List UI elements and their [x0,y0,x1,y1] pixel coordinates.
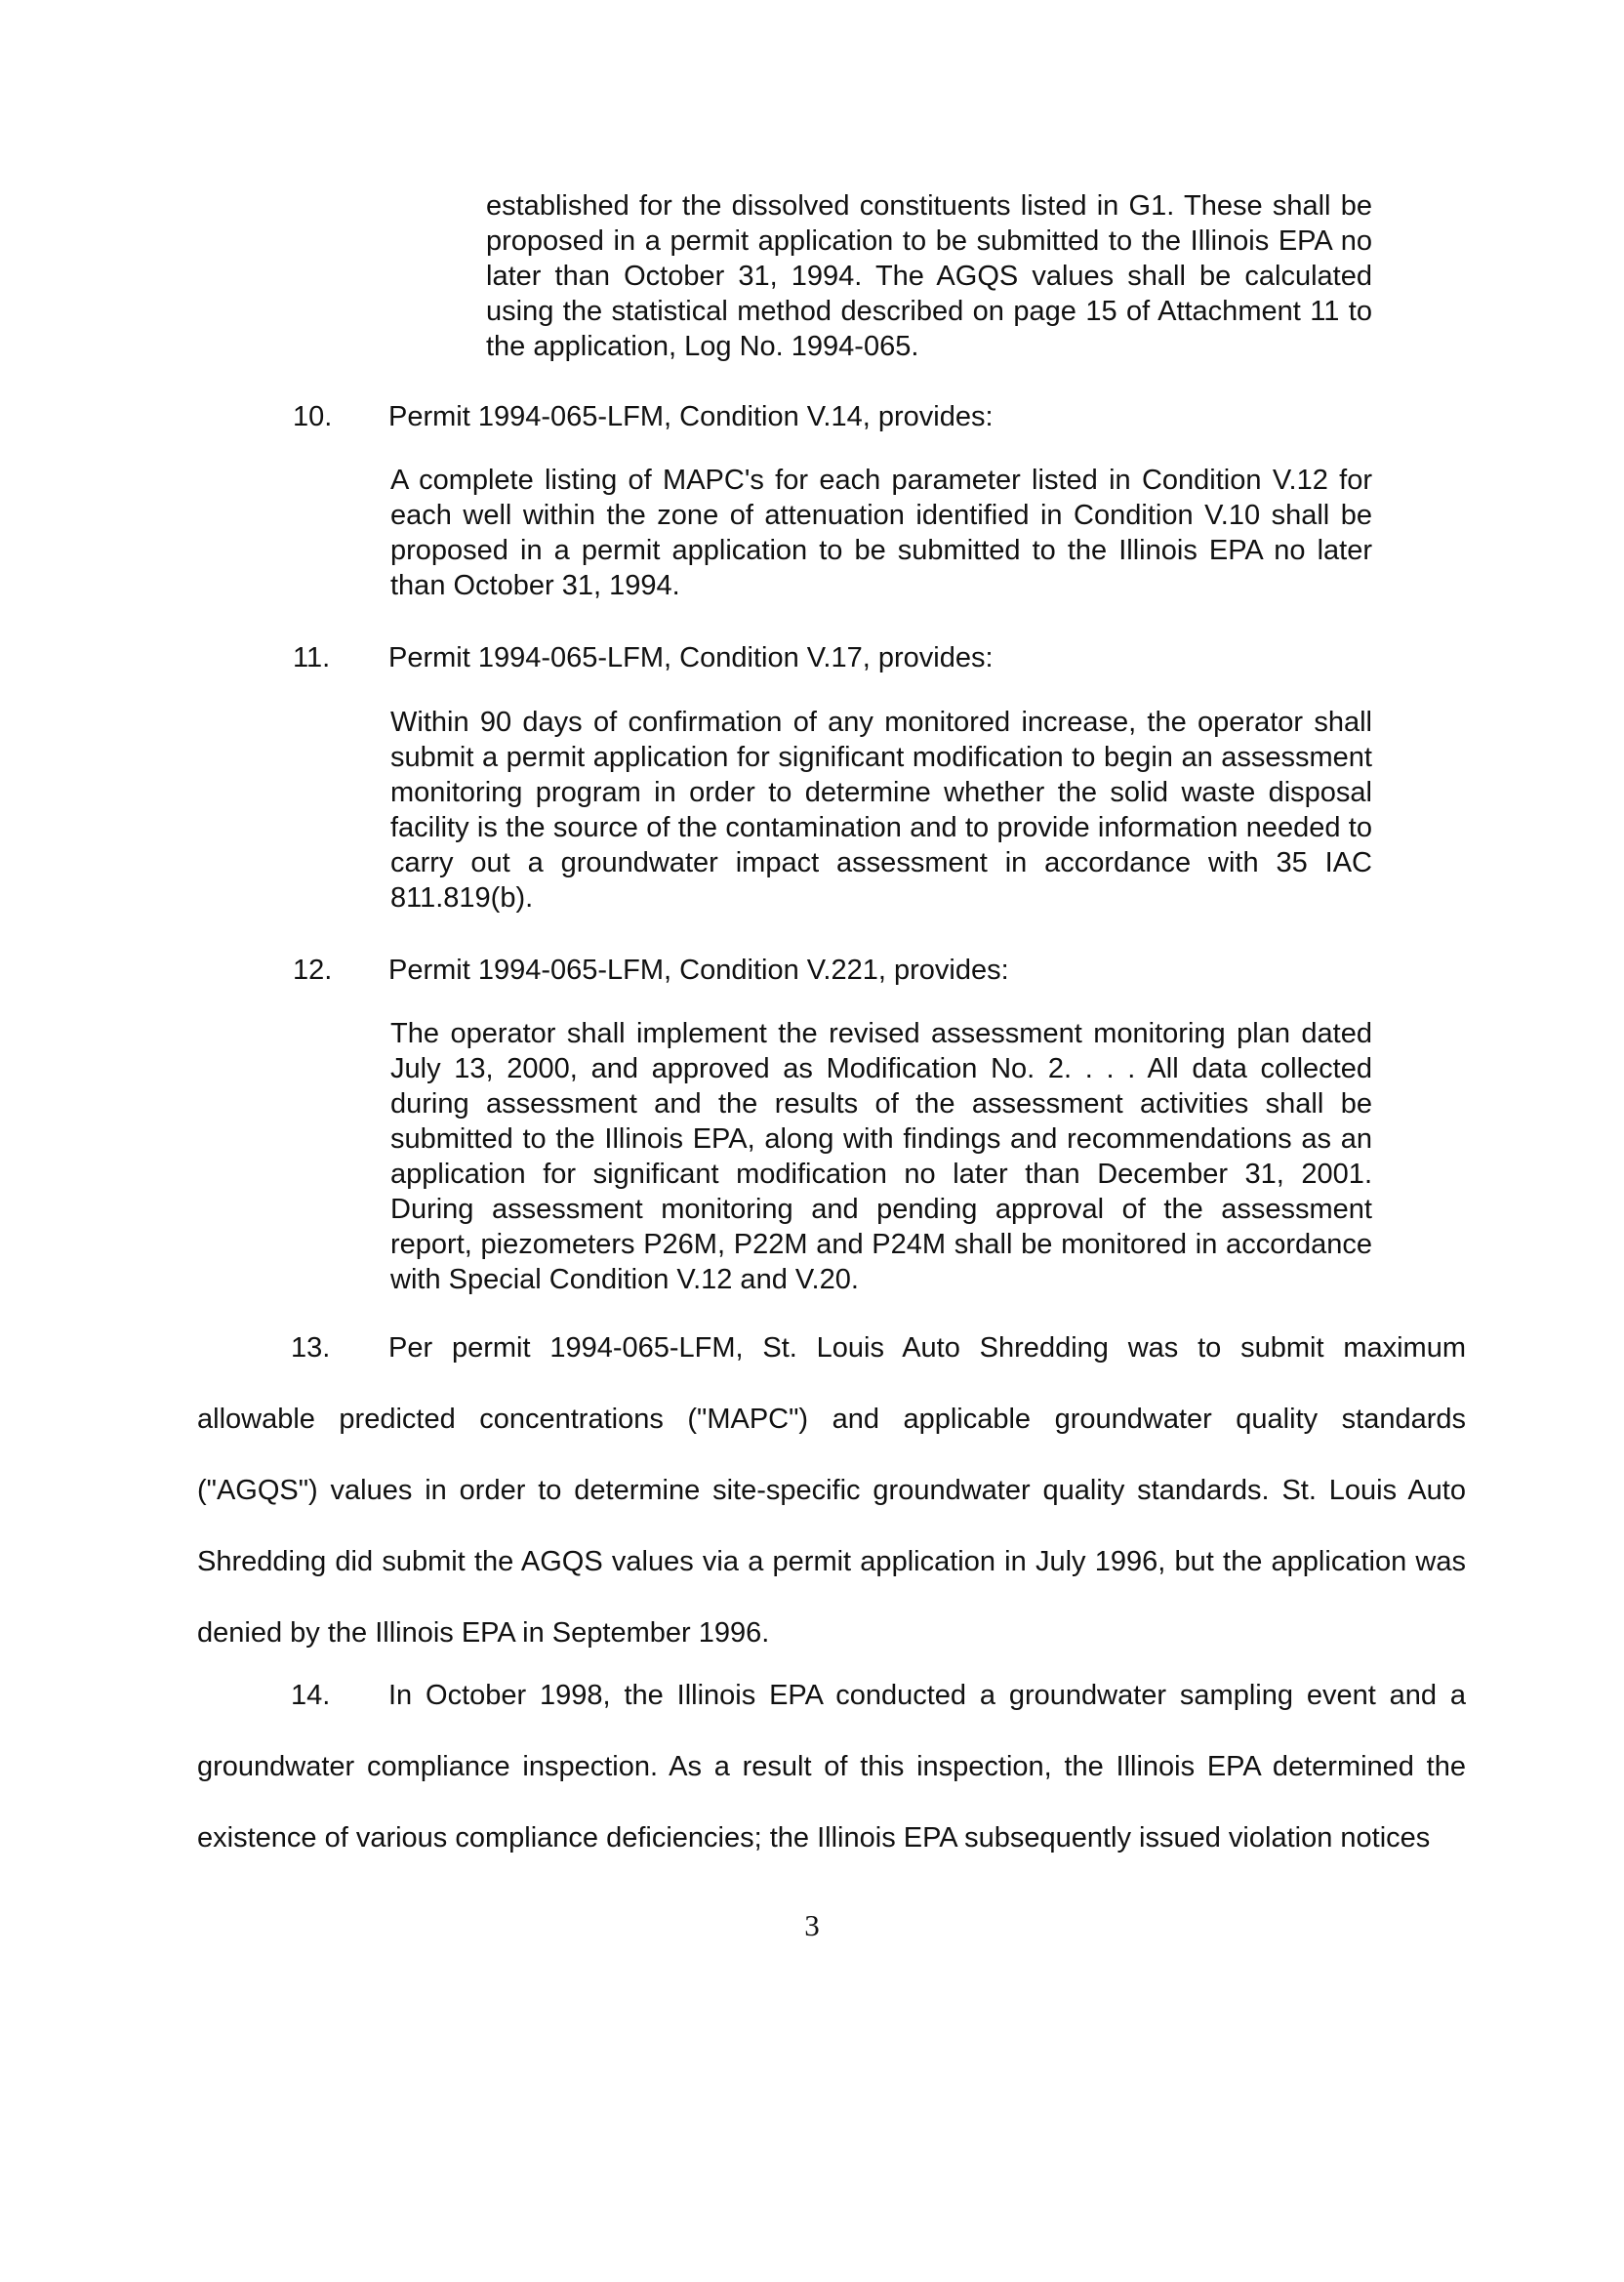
item-number: 10. [293,401,333,432]
continuation-quote: established for the dissolved constituents listed in G1. These shall be proposed in a permit application to be submitted to the Illinois EPA no later than October 31, 1994. The AGQS values shall be calculated using the statistical method described on page 15 of Attachment 11 to the application, Log No. 1994-065. [486,190,1372,362]
item-heading-text: Permit 1994-065-LFM, Condition V.221, provides: [388,955,1009,986]
item-heading-text: Permit 1994-065-LFM, Condition V.17, provides: [388,642,994,673]
paragraph-13 [197,1313,1466,1669]
paragraph-14 [197,1660,1466,1874]
item-heading-text: Permit 1994-065-LFM, Condition V.14, provides: [388,401,994,432]
paragraph-number: 14. [291,1680,331,1711]
page-number: 3 [804,1908,820,1942]
paragraph-number: 13. [291,1332,331,1364]
item-12-quote: The operator shall implement the revised assessment monitoring plan dated July 13, 2000, and approved as Modification No. 2. . . . All data collected during assessment and the results of the assessment activities shall be submitted to the Illinois EPA, along with findings and recommendations as an application for significant modification no later than December 31, 2001. During assessment monitoring and pending approval of the assessment report, piezometers P26M, P22M and P24M shall be monitored in accordance with Special Condition V.12 and V.20. [390,1018,1372,1295]
paragraph-text: In October 1998, the Illinois EPA conducted a groundwater sampling event and a groundwater compliance inspection. As a result of this inspection, the Illinois EPA determined the existence of various compliance deficiencies; the Illinois EPA subsequently issued violation notices [197,1680,1466,1854]
item-10-quote: A complete listing of MAPC's for each parameter listed in Condition V.12 for each well within the zone of attenuation identified in Condition V.10 shall be proposed in a permit application to be submitted to the Illinois EPA no later than October 31, 1994. [390,465,1372,601]
item-11-quote: Within 90 days of confirmation of any monitored increase, the operator shall submit a permit application for significant modification to begin an assessment monitoring program in order to determine whether the solid waste disposal facility is the source of the contamination and to provide information needed to carry out a groundwater impact assessment in accordance with 35 IAC 811.819(b). [390,707,1372,914]
paragraph-text: Per permit 1994-065-LFM, St. Louis Auto Shredding was to submit maximum allowable predicted concentrations ("MAPC") and applicable groundwater quality standards ("AGQS") values in order to determine site-specific groundwater quality standards. St. Louis Auto Shredding did submit the AGQS values via a permit application in July 1996, but the application was denied by the Illinois EPA in September 1996. [197,1332,1466,1649]
item-number: 11. [293,642,331,673]
item-number: 12. [293,955,333,986]
